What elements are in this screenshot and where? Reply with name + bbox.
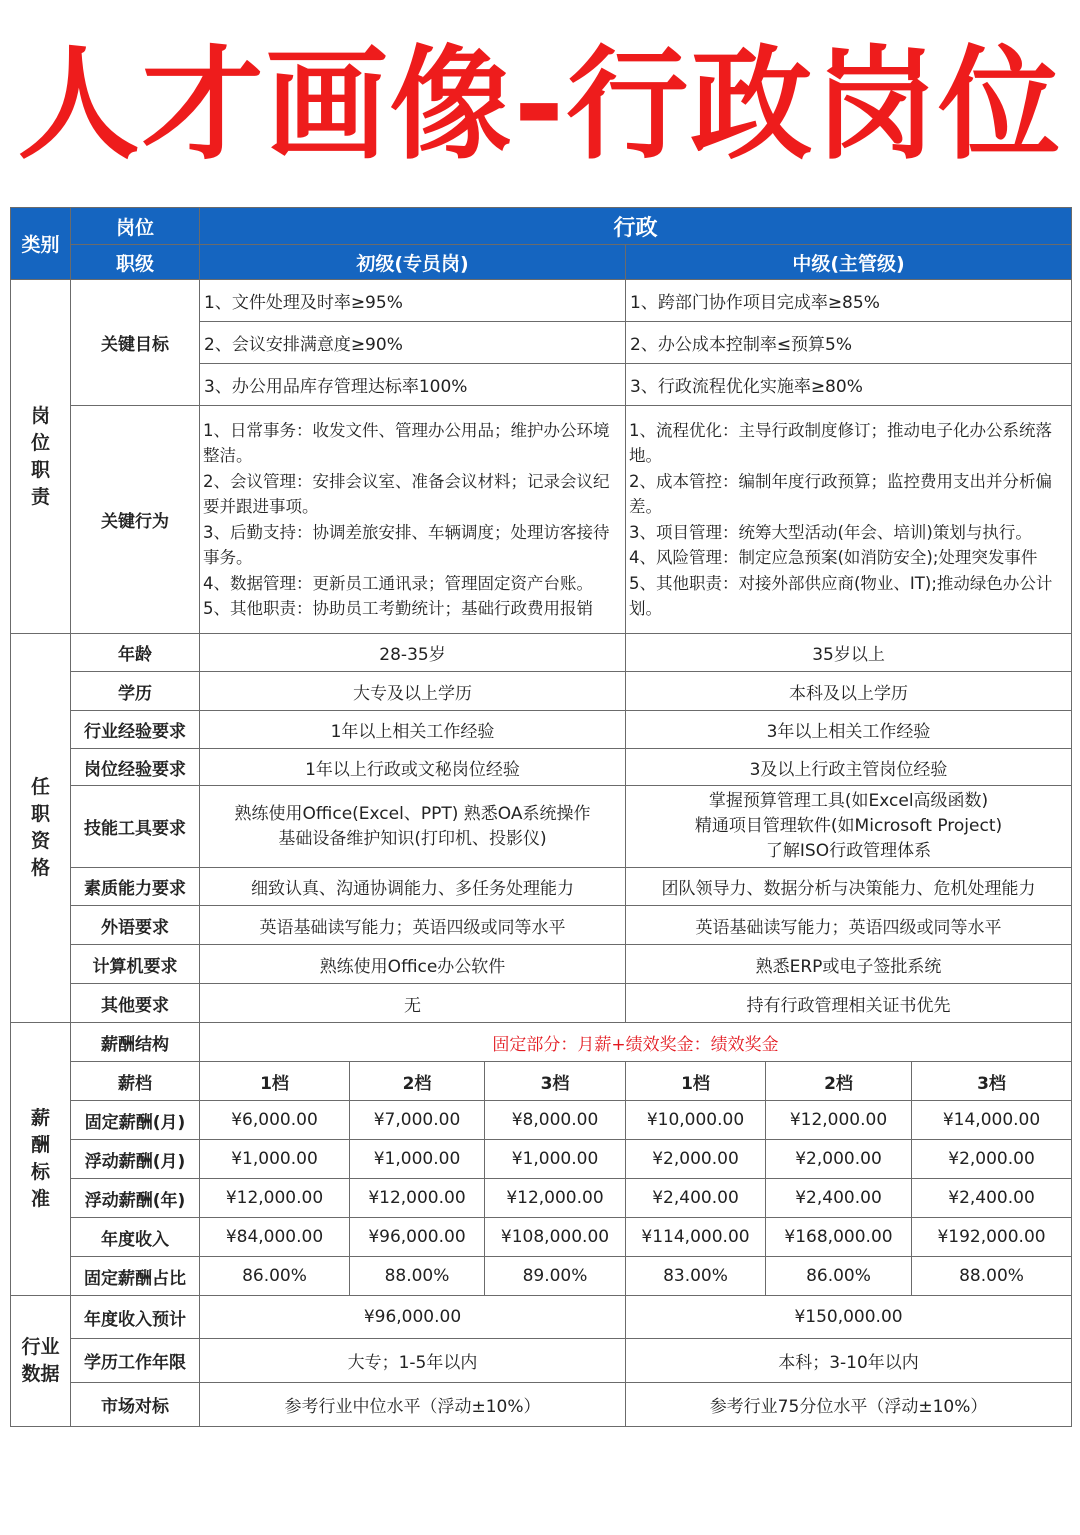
behavior-middle-item: 5、其他职责：对接外部供应商(物业、IT);推动绿色办公计划。: [629, 573, 1053, 618]
salary-value: ¥1,000.00: [200, 1140, 350, 1179]
salary-grade: 2档: [350, 1062, 485, 1101]
salary-row-label: 浮动薪酬(月): [71, 1140, 200, 1179]
qual-label: 素质能力要求: [71, 868, 200, 906]
salary-value: ¥12,000.00: [485, 1179, 626, 1218]
salary-grade: 3档: [485, 1062, 626, 1101]
salary-structure-value: 固定部分：月薪+绩效奖金：绩效奖金: [200, 1023, 1072, 1062]
salary-value: ¥1,000.00: [485, 1140, 626, 1179]
category-char: 准: [30, 1188, 50, 1210]
header-position-label: 岗位: [71, 208, 200, 245]
goal-middle-2: 2、办公成本控制率≤预算5%: [626, 322, 1072, 364]
qual-label: 学历: [71, 672, 200, 711]
salary-grade-label: 薪档: [71, 1062, 200, 1101]
salary-value: 88.00%: [912, 1257, 1072, 1296]
behavior-junior-item: 2、会议管理：安排会议室、准备会议材料；记录会议纪要并跟进事项。: [203, 471, 610, 516]
qual-junior: 熟练使用Office办公软件: [200, 945, 626, 984]
behavior-label: 关键行为: [71, 406, 200, 634]
salary-value: ¥2,000.00: [912, 1140, 1072, 1179]
skills-junior-line: 熟练使用Office(Excel、PPT) 熟悉OA系统操作: [234, 803, 591, 824]
category-char: 资: [30, 830, 50, 852]
salary-grade: 2档: [766, 1062, 912, 1101]
salary-value: ¥168,000.00: [766, 1218, 912, 1257]
qual-junior: 无: [200, 984, 626, 1023]
salary-row: [11, 1257, 1072, 1296]
header-position-value: 行政: [200, 208, 1072, 245]
qual-label: 年龄: [71, 634, 200, 672]
goals-label: 关键目标: [71, 280, 200, 406]
category-char: 责: [30, 485, 50, 508]
industry-label: 年度收入预计: [71, 1296, 200, 1339]
salary-row: [11, 1218, 1072, 1257]
skills-middle-line: 了解ISO行政管理体系: [765, 841, 932, 861]
salary-row-label: 浮动薪酬(年): [71, 1179, 200, 1218]
salary-value: 86.00%: [766, 1257, 912, 1296]
skills-junior: [200, 786, 626, 868]
industry-label: 市场对标: [71, 1383, 200, 1427]
qual-middle: 本科及以上学历: [626, 672, 1072, 711]
goal-junior-3: 3、办公用品库存管理达标率100%: [200, 364, 626, 406]
qual-label: 行业经验要求: [71, 711, 200, 749]
salary-row: [11, 1101, 1072, 1140]
salary-structure-label: 薪酬结构: [71, 1023, 200, 1062]
behavior-middle-item: 4、风险管理：制定应急预案(如消防安全);处理突发事件: [629, 548, 1038, 567]
industry-junior: ¥96,000.00: [200, 1296, 626, 1339]
goal-middle-3: 3、行政流程优化实施率≥80%: [626, 364, 1072, 406]
behavior-middle-item: 2、成本管控：编制年度行政预算；监控费用支出并分析偏差。: [629, 471, 1052, 516]
salary-value: ¥12,000.00: [350, 1179, 485, 1218]
salary-value: ¥192,000.00: [912, 1218, 1072, 1257]
category-char: 标: [30, 1161, 50, 1183]
qual-middle: 英语基础读写能力；英语四级或同等水平: [626, 906, 1072, 945]
category-char: 岗: [30, 404, 50, 427]
qual-junior: 大专及以上学历: [200, 672, 626, 711]
category-char: 薪: [30, 1107, 50, 1129]
skills-middle-line: 掌握预算管理工具(如Excel高级函数): [708, 791, 989, 811]
salary-value: ¥12,000.00: [766, 1101, 912, 1140]
qual-label: 外语要求: [71, 906, 200, 945]
salary-grade: 1档: [200, 1062, 350, 1101]
industry-junior: 大专；1-5年以内: [200, 1339, 626, 1383]
behavior-junior-item: 4、数据管理：更新员工通讯录；管理固定资产台账。: [203, 573, 593, 593]
header-junior: 初级(专员岗): [200, 245, 626, 280]
qual-middle: 3及以上行政主管岗位经验: [626, 749, 1072, 786]
category-qualification: [11, 634, 71, 1023]
category-char: 位: [30, 431, 50, 454]
goal-junior-1: 1、文件处理及时率≥95%: [200, 280, 626, 322]
salary-row: [11, 1140, 1072, 1179]
behavior-middle-item: 3、项目管理：统筹大型活动(年会、培训)策划与执行。: [629, 522, 1032, 542]
salary-value: 86.00%: [200, 1257, 350, 1296]
category-char: 行业: [21, 1336, 60, 1358]
salary-value: ¥7,000.00: [350, 1101, 485, 1140]
skills-middle-line: 精通项目管理软件(如Microsoft Project): [694, 816, 1003, 836]
qual-label: 其他要求: [71, 984, 200, 1023]
salary-row-label: 固定薪酬(月): [71, 1101, 200, 1140]
behavior-junior-item: 3、后勤支持：协调差旅安排、车辆调度；处理访客接待事务。: [203, 522, 610, 567]
salary-value: ¥108,000.00: [485, 1218, 626, 1257]
category-industry: [11, 1296, 71, 1427]
category-char: 任: [30, 776, 50, 798]
behavior-junior: [200, 406, 626, 634]
category-char: 酬: [30, 1134, 50, 1156]
page-title: 人才画像-行政岗位: [17, 34, 1063, 176]
behavior-middle-item: 1、流程优化：主导行政制度修订；推动电子化办公系统落地。: [629, 420, 1052, 465]
header-category: 类别: [11, 208, 71, 280]
salary-value: ¥2,400.00: [912, 1179, 1072, 1218]
salary-row-label: 年度收入: [71, 1218, 200, 1257]
salary-value: ¥2,000.00: [626, 1140, 766, 1179]
salary-value: ¥96,000.00: [350, 1218, 485, 1257]
category-char: 格: [30, 857, 50, 879]
salary-row-label: 固定薪酬占比: [71, 1257, 200, 1296]
salary-grade-row: [11, 1062, 1072, 1101]
qual-junior: 1年以上相关工作经验: [200, 711, 626, 749]
salary-value: 83.00%: [626, 1257, 766, 1296]
header-middle: 中级(主管级): [626, 245, 1072, 280]
header-level-label: 职级: [71, 245, 200, 280]
behavior-junior-item: 5、其他职责：协助员工考勤统计；基础行政费用报销: [203, 599, 593, 618]
salary-value: ¥8,000.00: [485, 1101, 626, 1140]
salary-value: ¥2,000.00: [766, 1140, 912, 1179]
category-char: 职: [30, 458, 50, 481]
qual-label: 岗位经验要求: [71, 749, 200, 786]
talent-profile-table: [10, 207, 1072, 1427]
industry-label: 学历工作年限: [71, 1339, 200, 1383]
category-salary: [11, 1023, 71, 1296]
qual-junior: 英语基础读写能力；英语四级或同等水平: [200, 906, 626, 945]
salary-value: ¥2,400.00: [626, 1179, 766, 1218]
salary-value: 88.00%: [350, 1257, 485, 1296]
salary-value: ¥14,000.00: [912, 1101, 1072, 1140]
qual-label: 计算机要求: [71, 945, 200, 984]
industry-middle: ¥150,000.00: [626, 1296, 1072, 1339]
industry-junior: 参考行业中位水平（浮动±10%）: [200, 1383, 626, 1427]
salary-row: [11, 1179, 1072, 1218]
qual-junior: 1年以上行政或文秘岗位经验: [200, 749, 626, 786]
industry-middle: 本科；3-10年以内: [626, 1339, 1072, 1383]
qual-middle: 持有行政管理相关证书优先: [626, 984, 1072, 1023]
salary-grade: 3档: [912, 1062, 1072, 1101]
salary-value: ¥6,000.00: [200, 1101, 350, 1140]
skills-junior-line: 基础设备维护知识(打印机、投影仪): [278, 828, 547, 849]
qual-middle: 团队领导力、数据分析与决策能力、危机处理能力: [626, 868, 1072, 906]
salary-value: ¥10,000.00: [626, 1101, 766, 1140]
goal-junior-2: 2、会议安排满意度≥90%: [200, 322, 626, 364]
skills-middle: [626, 786, 1072, 868]
category-duty: [11, 280, 71, 634]
category-char: 数据: [21, 1363, 60, 1385]
salary-grade: 1档: [626, 1062, 766, 1101]
qual-middle: 熟悉ERP或电子签批系统: [626, 945, 1072, 984]
qual-junior: 28-35岁: [200, 634, 626, 672]
behavior-middle: [626, 406, 1072, 634]
category-char: 职: [30, 803, 50, 825]
salary-value: ¥12,000.00: [200, 1179, 350, 1218]
qual-middle: 3年以上相关工作经验: [626, 711, 1072, 749]
skills-label: 技能工具要求: [71, 786, 200, 868]
behavior-junior-item: 1、日常事务：收发文件、管理办公用品；维护办公环境整洁。: [203, 420, 610, 465]
industry-middle: 参考行业75分位水平（浮动±10%）: [626, 1383, 1072, 1427]
salary-value: ¥114,000.00: [626, 1218, 766, 1257]
salary-value: ¥84,000.00: [200, 1218, 350, 1257]
salary-value: 89.00%: [485, 1257, 626, 1296]
qual-middle: 35岁以上: [626, 634, 1072, 672]
salary-value: ¥2,400.00: [766, 1179, 912, 1218]
goal-middle-1: 1、跨部门协作项目完成率≥85%: [626, 280, 1072, 322]
salary-value: ¥1,000.00: [350, 1140, 485, 1179]
qual-junior: 细致认真、沟通协调能力、多任务处理能力: [200, 868, 626, 906]
